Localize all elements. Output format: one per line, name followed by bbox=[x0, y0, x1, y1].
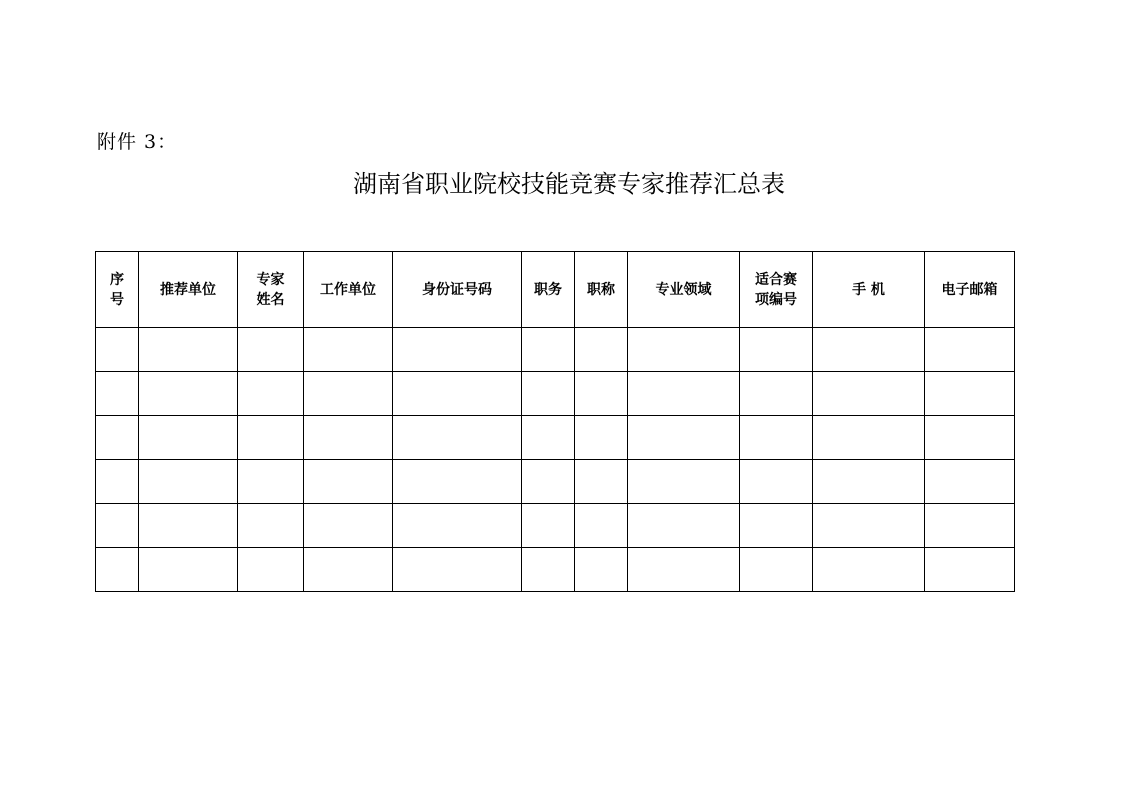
table-cell[interactable] bbox=[139, 328, 238, 372]
table-cell[interactable] bbox=[96, 372, 139, 416]
table-cell[interactable] bbox=[238, 548, 304, 592]
table-cell[interactable] bbox=[522, 504, 575, 548]
table-cell[interactable] bbox=[628, 372, 740, 416]
table-cell[interactable] bbox=[522, 328, 575, 372]
header-mobile-phone: 手 机 bbox=[813, 252, 925, 328]
header-email: 电子邮箱 bbox=[925, 252, 1015, 328]
table-cell[interactable] bbox=[96, 504, 139, 548]
table-cell[interactable] bbox=[628, 460, 740, 504]
table-cell[interactable] bbox=[304, 416, 393, 460]
table-row bbox=[96, 460, 1015, 504]
attachment-label: 附件 3： bbox=[97, 131, 178, 153]
table-cell[interactable] bbox=[96, 416, 139, 460]
header-id-number: 身份证号码 bbox=[393, 252, 522, 328]
table-cell[interactable] bbox=[139, 460, 238, 504]
table-cell[interactable] bbox=[740, 328, 813, 372]
table-cell[interactable] bbox=[575, 548, 628, 592]
header-specialty-field: 专业领域 bbox=[628, 252, 740, 328]
table-row bbox=[96, 328, 1015, 372]
table-body bbox=[96, 328, 1015, 592]
table-cell[interactable] bbox=[628, 416, 740, 460]
table-cell[interactable] bbox=[925, 548, 1015, 592]
header-position: 职务 bbox=[522, 252, 575, 328]
table-cell[interactable] bbox=[740, 372, 813, 416]
header-professional-title: 职称 bbox=[575, 252, 628, 328]
table-cell[interactable] bbox=[575, 416, 628, 460]
table-cell[interactable] bbox=[139, 504, 238, 548]
table-cell[interactable] bbox=[740, 416, 813, 460]
table-cell[interactable] bbox=[238, 372, 304, 416]
table-row bbox=[96, 548, 1015, 592]
table-cell[interactable] bbox=[522, 416, 575, 460]
table-cell[interactable] bbox=[522, 548, 575, 592]
table-header-row bbox=[96, 252, 1015, 328]
table-cell[interactable] bbox=[139, 372, 238, 416]
table-cell[interactable] bbox=[393, 328, 522, 372]
table-cell[interactable] bbox=[925, 416, 1015, 460]
header-expert-name: 专家 姓名 bbox=[238, 252, 304, 328]
header-work-unit: 工作单位 bbox=[304, 252, 393, 328]
table-cell[interactable] bbox=[813, 460, 925, 504]
table-cell[interactable] bbox=[575, 328, 628, 372]
table-row bbox=[96, 416, 1015, 460]
table-cell[interactable] bbox=[628, 328, 740, 372]
table-cell[interactable] bbox=[522, 460, 575, 504]
table-cell[interactable] bbox=[238, 328, 304, 372]
table-cell[interactable] bbox=[304, 460, 393, 504]
table-cell[interactable] bbox=[238, 416, 304, 460]
table-cell[interactable] bbox=[393, 460, 522, 504]
table-row bbox=[96, 372, 1015, 416]
table-cell[interactable] bbox=[740, 504, 813, 548]
header-suitable-event-number: 适合赛 项编号 bbox=[740, 252, 813, 328]
document-title: 湖南省职业院校技能竞赛专家推荐汇总表 bbox=[353, 170, 785, 198]
table-cell[interactable] bbox=[628, 548, 740, 592]
table-cell[interactable] bbox=[813, 548, 925, 592]
table-cell[interactable] bbox=[925, 504, 1015, 548]
table-cell[interactable] bbox=[575, 504, 628, 548]
table-cell[interactable] bbox=[96, 548, 139, 592]
table-cell[interactable] bbox=[575, 460, 628, 504]
table-cell[interactable] bbox=[813, 504, 925, 548]
table-cell[interactable] bbox=[813, 328, 925, 372]
table-cell[interactable] bbox=[628, 504, 740, 548]
table-cell[interactable] bbox=[96, 460, 139, 504]
expert-recommendation-table bbox=[95, 251, 1015, 592]
table-cell[interactable] bbox=[96, 328, 139, 372]
table-cell[interactable] bbox=[304, 548, 393, 592]
table-cell[interactable] bbox=[925, 460, 1015, 504]
table-cell[interactable] bbox=[393, 416, 522, 460]
table-cell[interactable] bbox=[925, 372, 1015, 416]
table-cell[interactable] bbox=[740, 548, 813, 592]
table-cell[interactable] bbox=[304, 504, 393, 548]
table-cell[interactable] bbox=[139, 416, 238, 460]
table-cell[interactable] bbox=[393, 372, 522, 416]
header-recommending-unit: 推荐单位 bbox=[139, 252, 238, 328]
table-cell[interactable] bbox=[575, 372, 628, 416]
table-cell[interactable] bbox=[925, 328, 1015, 372]
table-cell[interactable] bbox=[740, 460, 813, 504]
table-cell[interactable] bbox=[813, 372, 925, 416]
header-serial-number: 序 号 bbox=[96, 252, 139, 328]
table-cell[interactable] bbox=[238, 460, 304, 504]
table-cell[interactable] bbox=[522, 372, 575, 416]
table-cell[interactable] bbox=[139, 548, 238, 592]
table-cell[interactable] bbox=[393, 548, 522, 592]
table-cell[interactable] bbox=[304, 372, 393, 416]
table-cell[interactable] bbox=[393, 504, 522, 548]
table-row bbox=[96, 504, 1015, 548]
table-cell[interactable] bbox=[304, 328, 393, 372]
table-cell[interactable] bbox=[813, 416, 925, 460]
table-cell[interactable] bbox=[238, 504, 304, 548]
